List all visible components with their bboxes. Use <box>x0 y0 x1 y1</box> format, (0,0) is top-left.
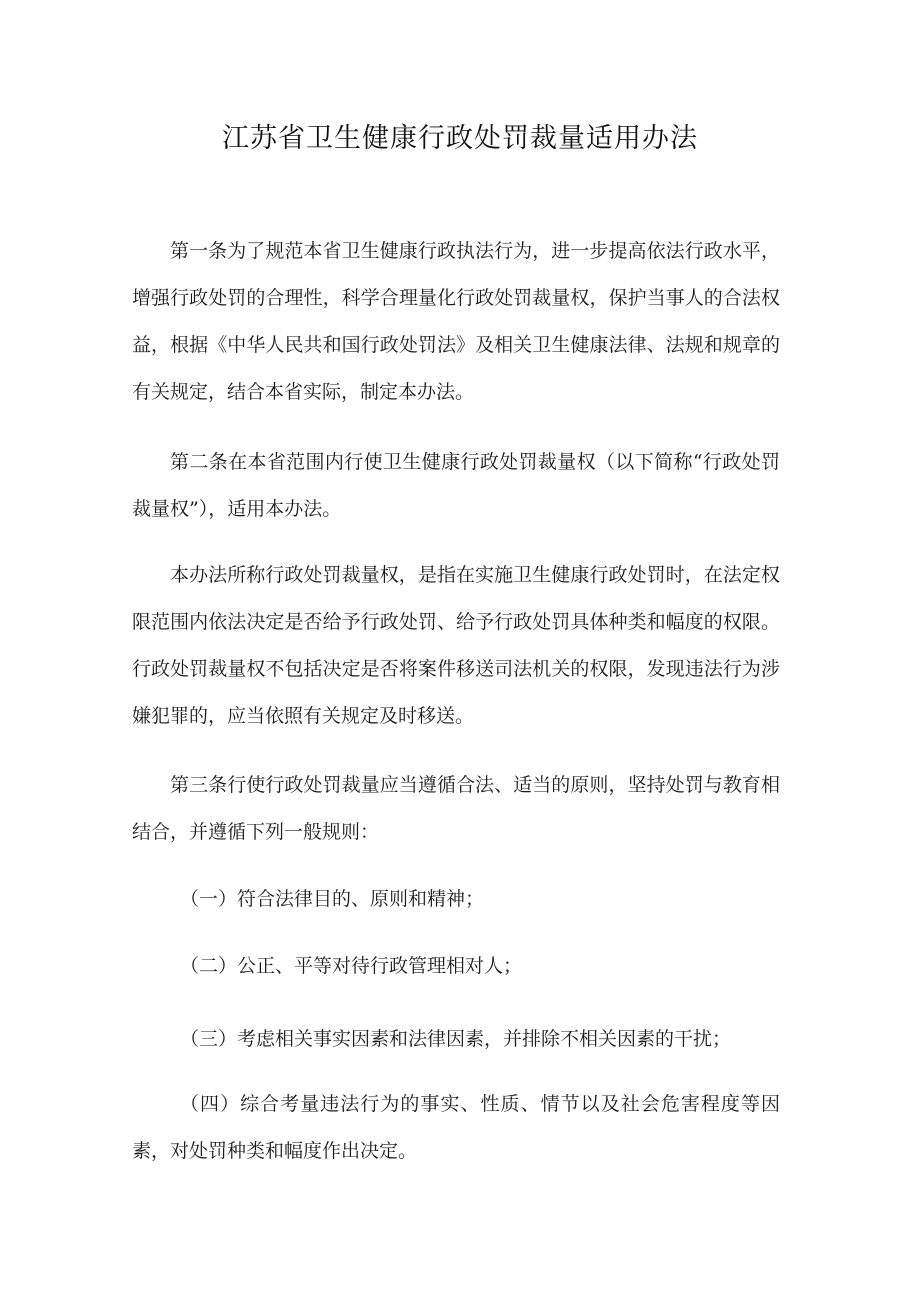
rule-item-3: （三）考虑相关事实因素和法律因素，并排除不相关因素的干扰； <box>180 1028 732 1050</box>
discretion-definition-paragraph: 本办法所称行政处罚裁量权，是指在实施卫生健康行政处罚时，在法定权限范围内依法决定是否给予行政处罚、给予行政处罚具体种类和幅度的权限。行政处罚裁量权不包括决定是否将案件移送司法机关的权限，发现违法行为涉嫌犯罪的，应当依照有关规定及时移送。 <box>132 564 780 727</box>
document-title: 江苏省卫生健康行政处罚裁量适用办法 <box>222 123 698 154</box>
rule-item-2: （二）公正、平等对待行政管理相对人； <box>180 955 523 977</box>
article-1-paragraph: 第一条为了规范本省卫生健康行政执法行为，进一步提高依法行政水平，增强行政处罚的合理性，科学合理量化行政处罚裁量权，保护当事人的合法权益，根据《中华人民共和国行政处罚法》及相关卫生健康法律、法规和规章的有关规定，结合本省实际，制定本办法。 <box>132 240 780 403</box>
rule-item-4: （四）综合考量违法行为的事实、性质、情节以及社会危害程度等因素，对处罚种类和幅度作出决定。 <box>132 1093 780 1162</box>
rule-item-1: （一）符合法律目的、原则和精神； <box>180 888 485 910</box>
article-3-paragraph: 第三条行使行政处罚裁量应当遵循合法、适当的原则，坚持处罚与教育相结合，并遵循下列一般规则： <box>132 774 780 843</box>
article-2-paragraph: 第二条在本省范围内行使卫生健康行政处罚裁量权（以下简称“行政处罚裁量权”），适用本办法。 <box>132 451 780 520</box>
